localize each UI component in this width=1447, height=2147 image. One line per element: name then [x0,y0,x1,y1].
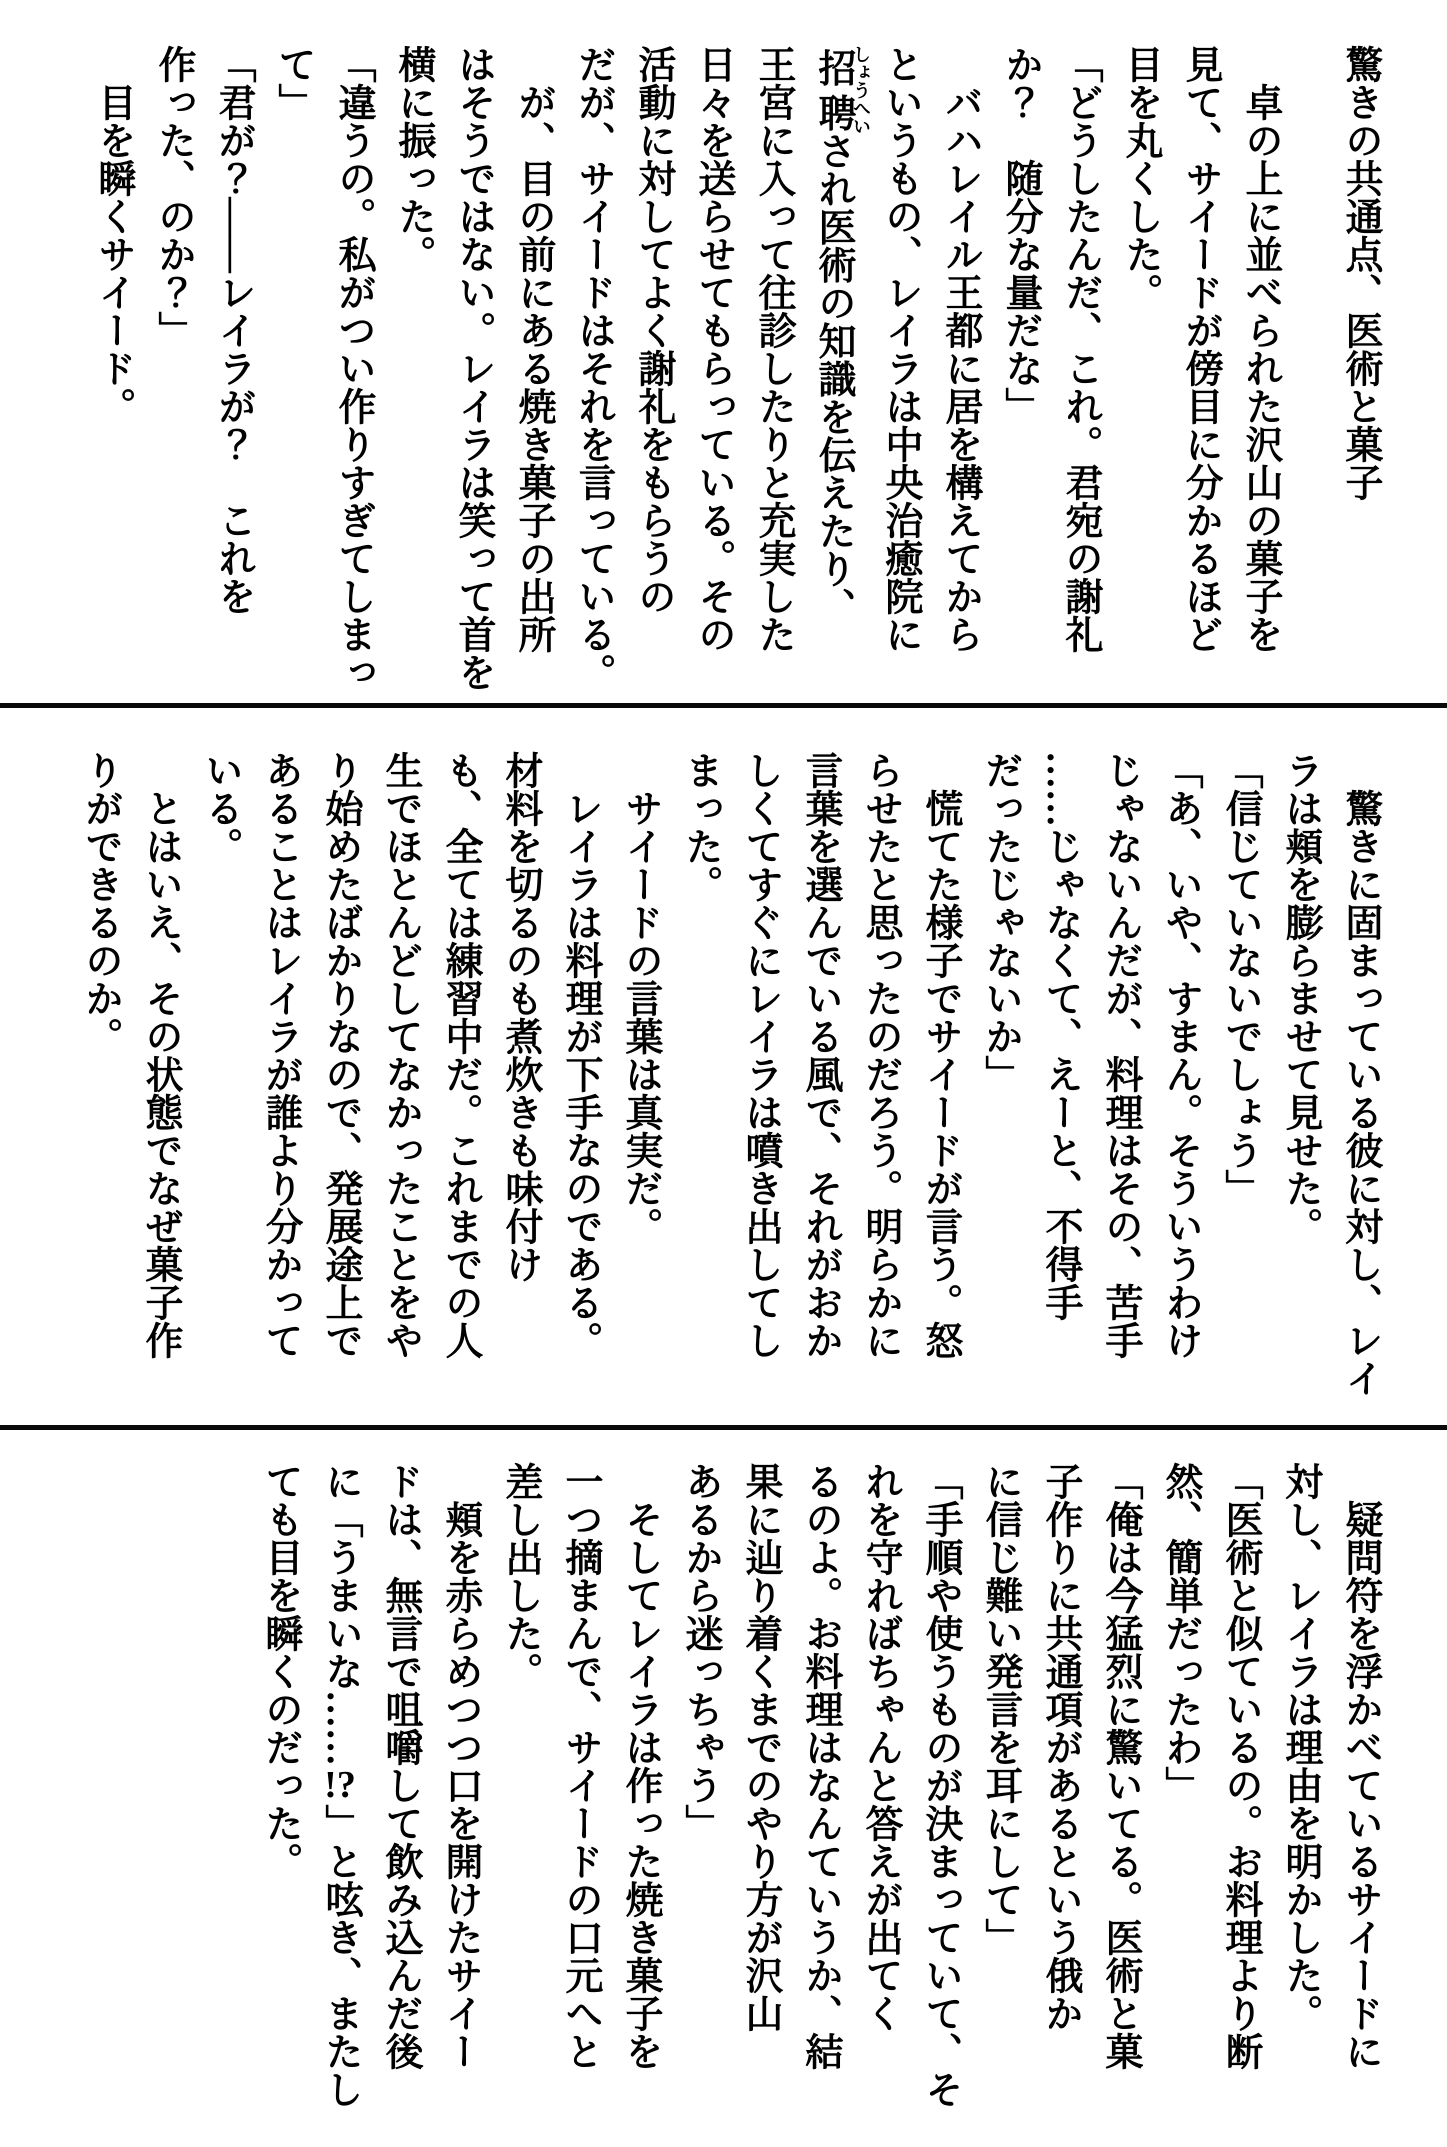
text-line: 果に辿り着くまでのやり方が沢山 [739,1462,781,2032]
text-line: 「違うの。私がつい作りすぎてしまっ [332,45,374,691]
text-line: らせたと思ったのだろう。明らかに [859,751,901,1359]
text-line: 「あ、いや、すまん。そういうわけ [1159,751,1201,1359]
text-line: 差し出した。 [499,1462,541,1690]
text-line: 「君が？――レイラが？ これを [212,45,254,615]
text-line: 一つ摘まんで、サイードの口元へと [559,1462,601,2070]
text-line: そしてレイラは作った焼き菓子を [619,1462,661,2070]
text-line: 見て、サイードが傍目に分かるほど [1179,45,1221,653]
text-line: 目を瞬くサイード。 [92,45,134,425]
text-line: も、全ては練習中だ。これまでの人 [439,751,481,1359]
text-line: レイラは料理が下手なのである。 [559,751,601,1359]
text-line: しくてすぐにレイラは噴き出してし [739,751,781,1359]
text-line: 驚きに固まっている彼に対し、レイ [1339,751,1381,1397]
text-line: 対し、レイラは理由を明かした。 [1279,1462,1321,2032]
text-line: 材料を切るのも煮炊きも味付け [499,751,541,1283]
text-line: というもの、レイラは中央治癒院に [879,45,921,653]
text-line: ……じゃなくて、えーと、不得手 [1039,751,1081,1321]
text-line: に信じ難い発言を耳にして」 [979,1462,1021,1956]
text-line: ても目を瞬くのだった。 [259,1462,301,1880]
text-line: 頬を赤らめつつ口を開けたサイー [439,1462,481,2070]
text-line: 言葉を選んでいる風で、それがおか [799,751,841,1359]
text-line: 疑問符を浮かべているサイードに [1339,1462,1381,2070]
text-line: じゃないんだが、料理はその、苦手 [1099,751,1141,1359]
text-line: とはいえ、その状態でなぜ菓子作 [139,751,181,1359]
text-line: あるから迷っちゃう」 [679,1462,721,1842]
text-line: 「医術と似ているの。お料理より断 [1219,1462,1261,2070]
text-line: るのよ。お料理はなんていうか、結 [799,1462,841,2070]
text-section-top [0,0,1447,703]
text-line: 王宮に入って往診したりと充実した [752,45,794,653]
text-line: が、目の前にある焼き菓子の出所 [512,45,554,653]
text-line: 然、簡単だったわ」 [1159,1462,1201,1804]
text-line: あることはレイラが誰より分かって [259,751,301,1359]
text-line: 横に振った。 [392,45,434,273]
text-line: 作った、のか？」 [152,45,194,349]
text-section-middle [0,708,1447,1425]
section-title: 驚きの共通点、医術と菓子 [1339,45,1381,501]
text-line: 子作りに共通項があるという俄か [1039,1462,1081,2032]
text-line: 日々を送らせてもらっている。その [692,45,734,653]
text-line: 生でほとんどしてなかったことをや [379,751,421,1359]
text-line: 「信じていないでしょう」 [1219,751,1261,1207]
text-section-bottom [0,1430,1447,2147]
text-line: ラは頬を膨らませて見せた。 [1279,751,1321,1245]
text-line: バハレイル王都に居を構えてから [939,45,981,653]
text-line: 招聘しょうへいされ医術の知識を伝えたり、 [812,45,871,626]
text-line: 慌てた様子でサイードが言う。怒 [919,751,961,1359]
text-line: りができるのか。 [79,751,121,1055]
ruby-annotated-word: 招聘しょうへい [812,45,871,135]
text-line: だったじゃないか」 [979,751,1021,1093]
text-line: いる。 [199,751,241,865]
text-line: サイードの言葉は真実だ。 [619,751,661,1245]
text-line: ドは、無言で咀嚼して飲み込んだ後 [379,1462,421,2070]
text-line: り始めたばかりなので、発展途上で [319,751,361,1359]
text-line: て」 [272,45,314,121]
text-line: 「どうしたんだ、これ。君宛の謝礼 [1059,45,1101,653]
text-line: 目を丸くした。 [1119,45,1161,311]
text-line: まった。 [679,751,721,903]
text-line: はそうではない。レイラは笑って首を [452,45,494,691]
text-line: 「手順や使うものが決まっていて、そ [919,1462,961,2108]
furigana: しょうへい [851,45,871,135]
text-line: 「俺は今猛烈に驚いてる。医術と菓 [1099,1462,1141,2070]
text-line: 卓の上に並べられた沢山の菓子を [1239,45,1281,653]
tate-chu-yoko-exclamation-question: !? [324,1766,356,1804]
text-line: だが、サイードはそれを言っている。 [572,45,614,691]
text-line: れを守ればちゃんと答えが出てく [859,1462,901,2032]
text-line: か？ 随分な量だな」 [999,45,1041,425]
text-line: に「うまいな……!?」と呟き、またし [319,1462,361,2108]
text-line: 活動に対してよく謝礼をもらうの [632,45,674,615]
